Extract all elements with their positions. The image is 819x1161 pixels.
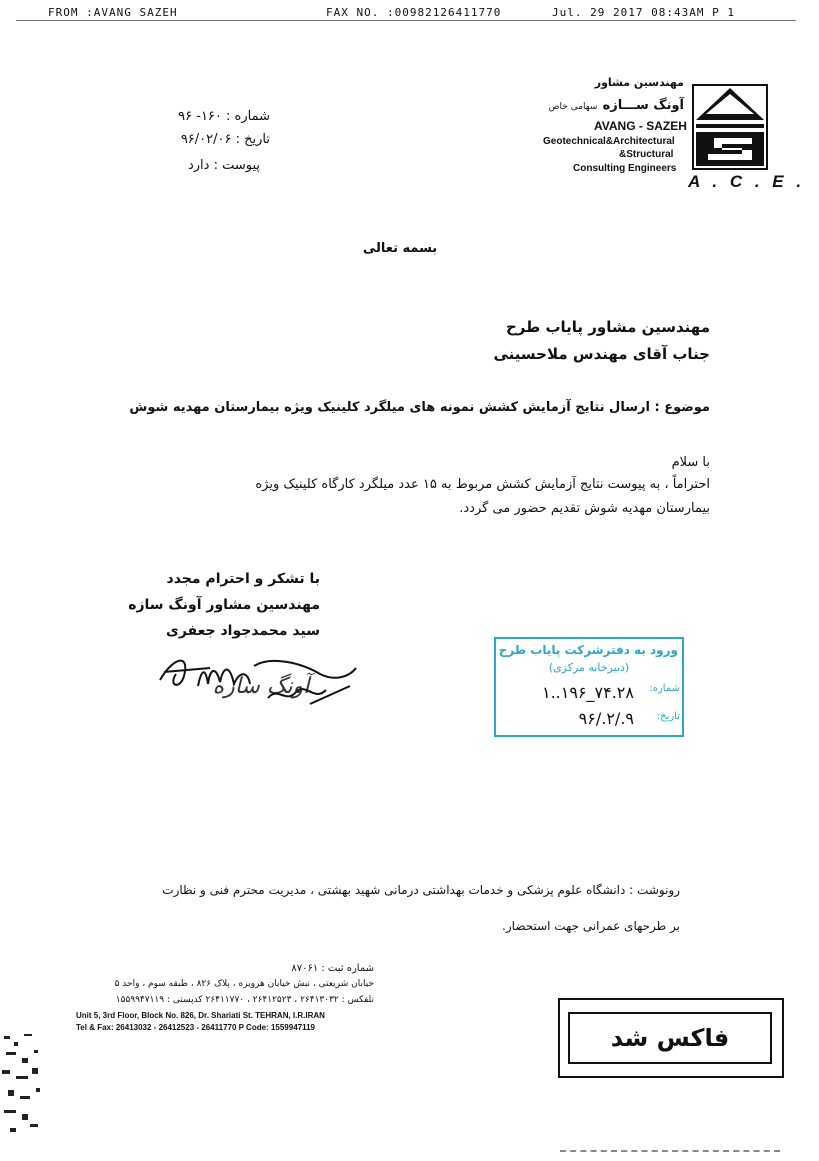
footer-address-fa: خیابان شریعتی ، نبش خیابان هرویزه ، پلاک ۸۲۶ ، طبقه سوم ، واحد ۵ [114,979,374,989]
letterhead-line1: Geotechnical&Architectural [543,136,675,147]
stamp-date-value: ۹۶/.۲/.۹ [578,709,634,728]
stamp-date-label: تاریخ: [656,711,680,722]
cc-line-1: رونوشت : دانشگاه علوم پزشکی و خدمات بهداشتی درمانی شهید بهشتی ، مدیریت محترم فنی و نظارت [162,883,680,897]
stamp-title: ورود به دفترشرکت پایاب طرح [498,643,678,657]
stamp-subtitle: (دبیرخانه مرکزی) [548,661,630,674]
fax-header-rule [16,20,796,21]
scan-speckle-icon [0,1030,44,1140]
faxed-stamp-text: فاکس شد [568,1012,772,1064]
footer-phone-fa: تلفکس : ۲۶۴۱۳۰۳۲ ، ۲۶۴۱۲۵۲۳ ، ۲۶۴۱۱۷۷۰ کدپستی : ۱۵۵۹۹۴۷۱۱۹ [115,995,374,1005]
letterhead-company-en: AVANG - SAZEH [594,119,687,133]
scan-bottom-rule [560,1150,780,1152]
signature-company-script: آونگ سازه [212,674,310,699]
received-stamp [494,637,684,737]
stamp-number-value: ۱..۱۹۶_۷۴.۲۸ [541,683,634,702]
handwritten-signature [150,646,370,716]
footer-address-en: Unit 5, 3rd Floor, Block No. 826, Dr. Shariati St. TEHRAN, I.R.IRAN [76,1011,325,1020]
addressee-company: مهندسین مشاور پایاب طرح [505,318,710,336]
letter-number: شماره : ۱۶۰- ۹۶ [178,109,270,124]
letter-date: تاریخ : ۹۶/۰۲/۰۶ [180,132,270,147]
letterhead-line3: Consulting Engineers [573,163,677,174]
letter-attachment: پیوست : دارد [187,158,260,173]
cc-line-2: بر طرحهای عمرانی جهت استحضار. [502,919,680,933]
body-line-2: بیمارستان مهدیه شوش تقدیم حضور می گردد. [459,501,710,516]
addressee-person: جناب آقای مهندس ملاحسینی [493,345,710,363]
closing-line: با تشکر و احترام مجدد [166,571,320,587]
fax-from: FROM :AVANG SAZEH [48,6,178,19]
letterhead-title: مهندسین مشاور [594,76,684,89]
scan-noise [0,1030,44,1140]
signer-name: سید محمدجواد جعفری [165,623,320,639]
greeting: با سلام [671,455,710,470]
letterhead-company-fa: آونگ ســـازه سهامی خاص [548,98,684,113]
body-line-1: احتراماً ، به پیوست نتایج آزمایش کشش مربوط به ۱۵ عدد میلگرد کارگاه کلینیک ویژه [255,477,710,492]
company-logo [692,84,768,170]
stamp-number-label: شماره: [649,683,680,694]
letterhead-line2: &Structural [619,149,674,160]
signer-company: مهندسین مشاور آونگ سازه [128,597,320,613]
fax-date: Jul. 29 2017 08:43AM P 1 [552,6,735,19]
faxed-stamp [558,998,784,1078]
fax-number: FAX NO. :00982126411770 [326,6,502,19]
letter-subject: موضوع : ارسال نتایج آزمایش کشش نمونه های میلگرد کلینیک ویژه بیمارستان مهدیه شوش [129,400,710,415]
footer-phone-en: Tel & Fax: 26413032 - 26412523 - 26411770 P Code: 1559947119 [76,1023,315,1032]
logo-acronym: A . C . E . [688,172,806,191]
ace-logo-icon [692,84,768,170]
invocation: بسمه تعالی [362,241,438,256]
footer-registration: شماره ثبت : ۸۷۰۶۱ [291,963,374,974]
